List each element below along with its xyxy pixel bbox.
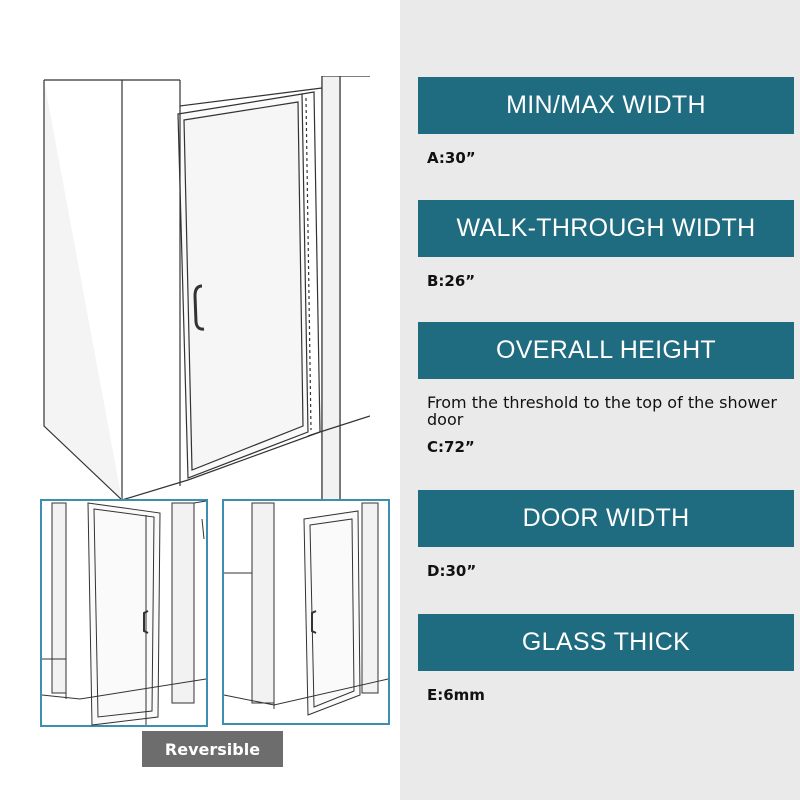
overall-height-value: C:72” [427,438,475,456]
min-max-width-value: A:30” [427,149,476,167]
glass-thick-heading: GLASS THICK [418,614,794,671]
open-left-illustration [40,499,208,727]
walk-through-width-value: B:26” [427,272,476,290]
reversible-badge: Reversible [142,731,283,767]
open-right-illustration [222,499,390,725]
glass-thick-value: E:6mm [427,686,485,704]
overall-height-heading: OVERALL HEIGHT [418,322,794,379]
main-door-illustration [40,76,370,500]
door-width-value: D:30” [427,562,477,580]
walk-through-width-heading: WALK-THROUGH WIDTH [418,200,794,257]
min-max-width-heading: MIN/MAX WIDTH [418,77,794,134]
overall-height-description: From the threshold to the top of the shower door [427,393,777,429]
door-width-heading: DOOR WIDTH [418,490,794,547]
